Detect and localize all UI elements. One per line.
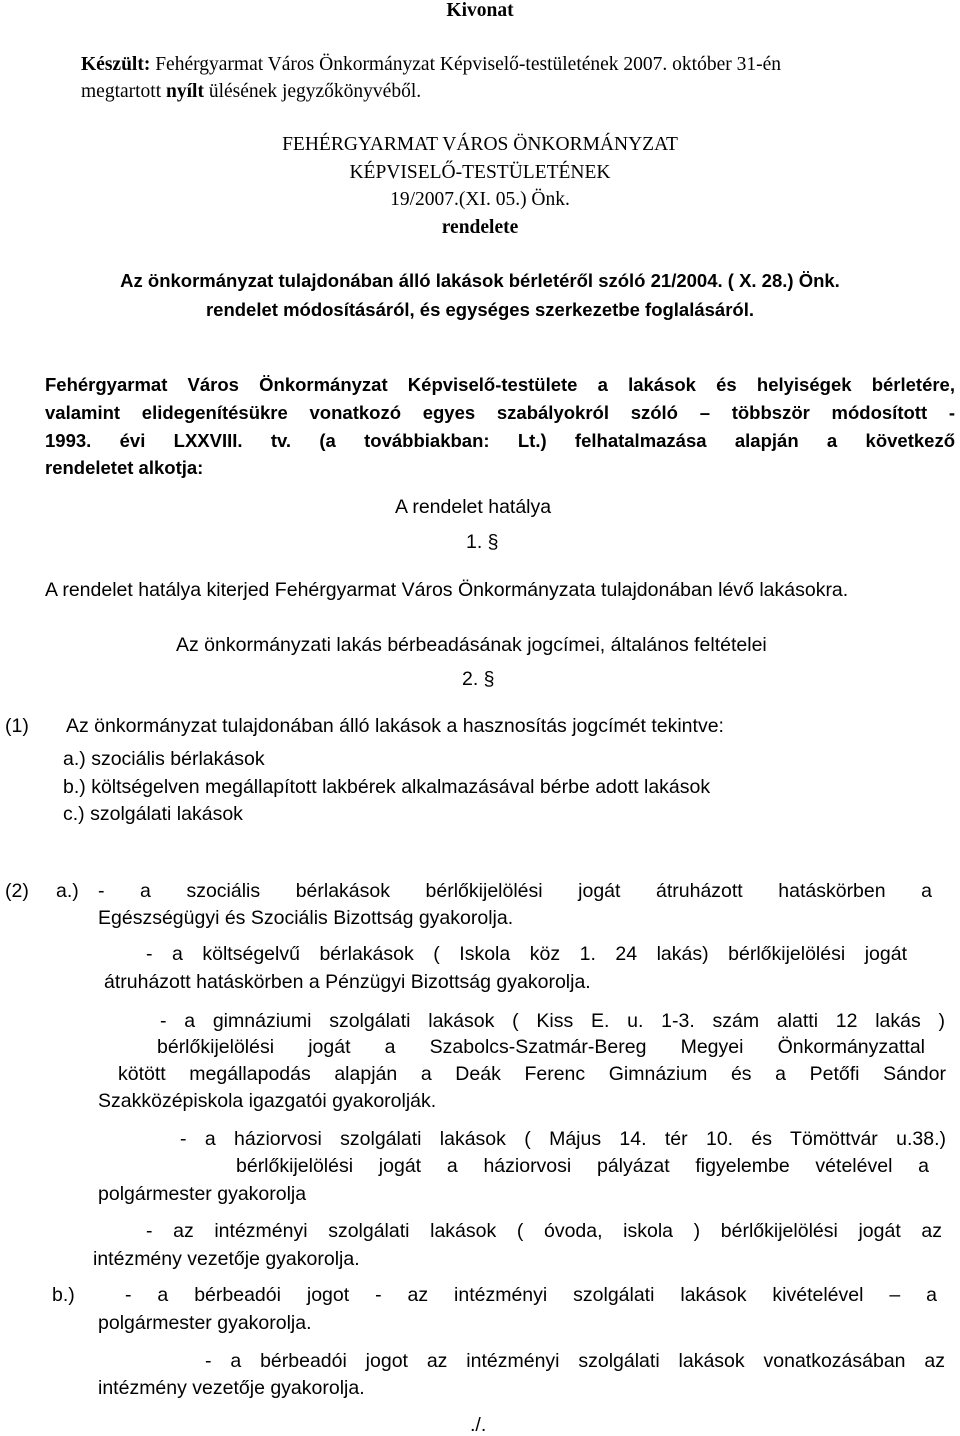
section-1-title: A rendelet hatálya [395, 496, 552, 518]
paragraph-1-number: (1) [5, 715, 29, 737]
decree-heading-4: rendelete [441, 217, 519, 238]
continuation-mark: ./. [470, 1414, 487, 1436]
paragraph-2a-label: a.) [56, 880, 79, 902]
gymnasium-line-3: kötött megállapodás alapján a Deák Ferenc Gimnázium és a Petőfi Sándor [118, 1063, 946, 1085]
list-item-c [63, 803, 243, 825]
document-title: Kivonat [446, 0, 514, 21]
gymnasium-line-4: Szakközépiskola igazgatói gyakorolják. [98, 1090, 437, 1112]
list-item-text: szociális bérlakások [91, 748, 265, 770]
cost-based-line-2: átruházott hatáskörben a Pénzügyi Bizottság gyakorolja. [104, 971, 591, 993]
decree-number: 19/2007.(XI. 05.) Önk. [390, 189, 570, 210]
gymnasium-line-1: - a gimnáziumi szolgálati lakások ( Kiss E. u. 1-3. szám alatti 12 lakás ) [160, 1010, 945, 1032]
preamble-line-4: rendeletet alkotja: [45, 457, 204, 478]
list-item-label: c.) [63, 803, 85, 825]
decree-subject-1: Az önkormányzat tulajdonában álló lakások bérletéről szóló 21/2004. ( X. 28.) Önk. [120, 270, 840, 291]
list-item-label: b.) [63, 776, 86, 798]
paragraph-2b-label: b.) [52, 1284, 75, 1306]
list-item-label: a.) [63, 748, 86, 770]
cost-based-line-1: - a költségelvű bérlakások ( Iskola köz 1. 24 lakás) bérlőkijelölési jogát [146, 943, 907, 965]
institution-line-1: - az intézményi szolgálati lakások ( óvoda, iskola ) bérlőkijelölési jogát az [146, 1220, 942, 1242]
session-type: nyílt [166, 81, 204, 102]
preamble-line-1: Fehérgyarmat Város Önkormányzat Képviselő-testülete a lakások és helyiségek bérletére, [45, 374, 955, 395]
institution-line-2: intézmény vezetője gyakorolja. [93, 1248, 360, 1270]
made-line-2-part1: megtartott [81, 81, 162, 102]
paragraph-1-text: Az önkormányzat tulajdonában álló lakások a hasznosítás jogcímét tekintve: [66, 715, 724, 737]
preamble-line-2: valamint elidegenítésükre vonatkozó egyes szabályokról szóló – többször módosított - [45, 402, 955, 423]
preamble-line-3: 1993. évi LXXVIII. tv. (a továbbiakban: Lt.) felhatalmazása alapján a következő [45, 430, 955, 451]
list-item-text: szolgálati lakások [90, 803, 243, 825]
section-1-text: A rendelet hatálya kiterjed Fehérgyarmat Város Önkormányzata tulajdonában lévő lakásokra. [45, 579, 849, 601]
made-line-2-part2: ülésének jegyzőkönyvéből. [208, 81, 422, 102]
decree-subject-2: rendelet módosításáról, és egységes szerkezetbe foglalásáról. [205, 299, 755, 320]
paragraph-2b-line-2: polgármester gyakorolja. [98, 1312, 312, 1334]
list-item-b [63, 776, 710, 798]
doctor-line-2: bérlőkijelölési jogát a háziorvosi pályázat figyelembe vételével a [236, 1155, 929, 1177]
made-line-2 [81, 81, 421, 103]
section-1-number: 1. § [466, 531, 499, 553]
doctor-line-1: - a háziorvosi szolgálati lakások ( Május 14. tér 10. és Tömöttvár u.38.) [180, 1128, 946, 1150]
landlord-institution-line-2: intézmény vezetője gyakorolja. [98, 1377, 365, 1399]
paragraph-2a-line-2: Egészségügyi és Szociális Bizottság gyakorolja. [98, 907, 514, 929]
made-text: Fehérgyarmat Város Önkormányzat Képviselő-testületének 2007. október 31-én [155, 54, 782, 75]
list-item-text: költségelven megállapított lakbérek alkalmazásával bérbe adott lakások [91, 776, 711, 798]
paragraph-2-number: (2) [5, 880, 29, 902]
paragraph-2a-line-1: - a szociális bérlakások bérlőkijelölési jogát átruházott hatáskörben a [98, 880, 932, 902]
decree-heading-1: FEHÉRGYARMAT VÁROS ÖNKORMÁNYZAT [282, 134, 678, 155]
made-label: Készült: [81, 54, 151, 75]
made-line [81, 54, 781, 76]
landlord-institution-line-1: - a bérbeadói jogot az intézményi szolgálati lakások vonatkozásában az [205, 1350, 945, 1372]
list-item-a [63, 748, 265, 770]
gymnasium-line-2: bérlőkijelölési jogát a Szabolcs-Szatmár-Bereg Megyei Önkormányzattal [157, 1036, 925, 1058]
doctor-line-3: polgármester gyakorolja [98, 1183, 307, 1205]
section-2-number: 2. § [462, 668, 495, 690]
decree-heading-2: KÉPVISELŐ-TESTÜLETÉNEK [349, 162, 611, 183]
section-2-title: Az önkormányzati lakás bérbeadásának jogcímei, általános feltételei [176, 634, 767, 656]
paragraph-2b-line-1: - a bérbeadói jogot - az intézményi szolgálati lakások kivételével – a [125, 1284, 937, 1306]
